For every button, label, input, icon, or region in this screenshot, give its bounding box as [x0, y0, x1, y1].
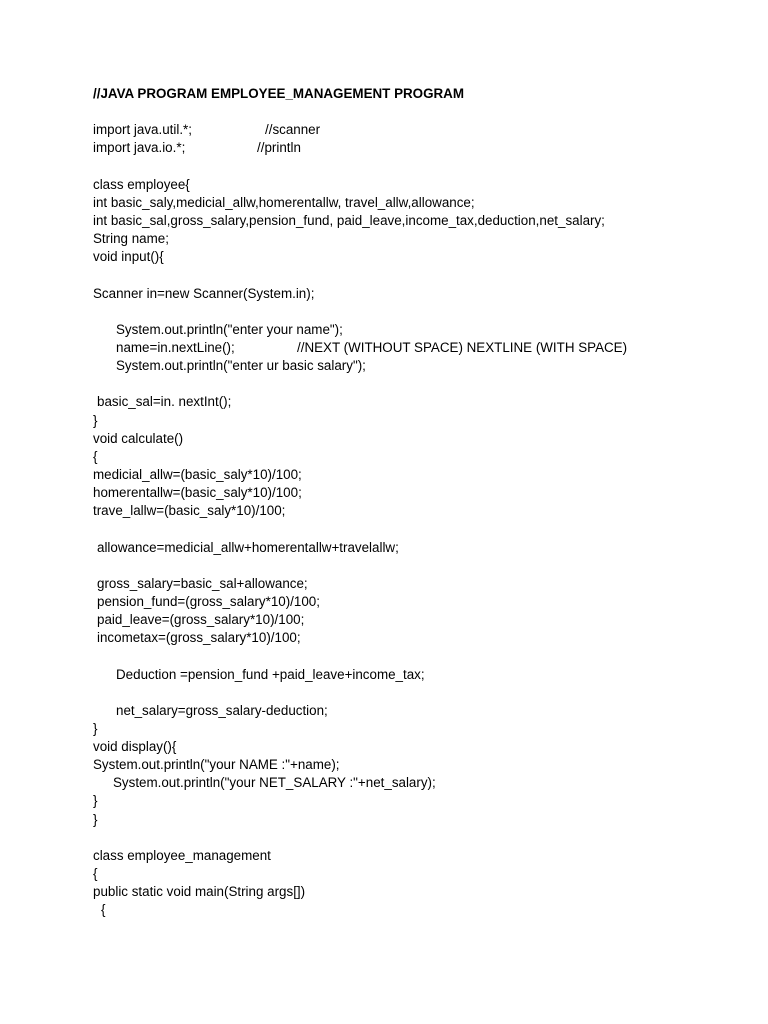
code-line: [93, 321, 753, 339]
code-line: [93, 466, 753, 484]
code-line: [93, 484, 753, 502]
code-text: int basic_sal,gross_salary,pension_fund, paid_leave,income_tax,deduction,net_salary;: [93, 212, 605, 228]
code-line: [93, 847, 753, 865]
code-line: [93, 611, 753, 629]
code-line: [93, 702, 753, 720]
code-line: [93, 121, 753, 139]
code-line: [93, 412, 753, 430]
code-text: import java.io.*;: [93, 140, 186, 156]
code-line: [93, 176, 753, 194]
code-text: }: [93, 720, 98, 736]
code-comment: //println: [257, 140, 301, 156]
code-line: [93, 502, 753, 520]
code-text: System.out.println("your NET_SALARY :"+net_salary);: [113, 775, 436, 791]
code-line: [93, 720, 753, 738]
code-text: {: [93, 866, 98, 882]
code-text: Deduction =pension_fund +paid_leave+income_tax;: [116, 666, 425, 682]
code-line: [93, 139, 753, 157]
code-text: {: [101, 902, 106, 918]
blank-line: [93, 684, 753, 702]
code-text: name=in.nextLine();: [116, 339, 235, 355]
document-title: [93, 85, 753, 103]
code-text: paid_leave=(gross_salary*10)/100;: [97, 612, 305, 628]
code-text: System.out.println("enter ur basic salary");: [116, 358, 366, 374]
code-text: import java.util.*;: [93, 122, 192, 138]
code-text: basic_sal=in. nextInt();: [97, 394, 232, 410]
code-text: }: [93, 811, 98, 827]
code-text: homerentallw=(basic_saly*10)/100;: [93, 485, 302, 501]
blank-line: [93, 557, 753, 575]
code-text: class employee_management: [93, 847, 271, 863]
code-text: void input(){: [93, 249, 164, 265]
code-line: [93, 865, 753, 883]
code-line: [93, 539, 753, 557]
code-line: [93, 738, 753, 756]
blank-line: [93, 103, 753, 121]
code-text: void calculate(): [93, 430, 184, 446]
code-text: medicial_allw=(basic_saly*10)/100;: [93, 466, 302, 482]
code-line: [93, 285, 753, 303]
code-line: [93, 666, 753, 684]
code-line: [93, 593, 753, 611]
code-text: void display(){: [93, 739, 177, 755]
code-line: [93, 248, 753, 266]
code-text: int basic_saly,medicial_allw,homerentallw, travel_allw,allowance;: [93, 194, 475, 210]
code-text: {: [93, 448, 98, 464]
code-text: public static void main(String args[]): [93, 884, 306, 900]
code-listing: [93, 85, 753, 919]
blank-line: [93, 303, 753, 321]
code-text: String name;: [93, 231, 169, 247]
code-text: System.out.println("enter your name");: [116, 321, 343, 337]
code-text: gross_salary=basic_sal+allowance;: [97, 575, 308, 591]
code-text: incometax=(gross_salary*10)/100;: [97, 630, 301, 646]
code-line: [93, 339, 753, 357]
code-text: class employee{: [93, 176, 190, 192]
code-comment: //NEXT (WITHOUT SPACE) NEXTLINE (WITH SPACE): [297, 339, 628, 355]
code-line: [93, 357, 753, 375]
code-line: [93, 230, 753, 248]
blank-line: [93, 647, 753, 665]
code-line: [93, 901, 753, 919]
blank-line: [93, 266, 753, 284]
blank-line: [93, 375, 753, 393]
code-line: [93, 575, 753, 593]
code-line: [93, 393, 753, 411]
code-text: //JAVA PROGRAM EMPLOYEE_MANAGEMENT PROGRAM: [93, 86, 464, 101]
code-text: }: [93, 412, 98, 428]
code-text: net_salary=gross_salary-deduction;: [116, 702, 328, 718]
code-line: [93, 756, 753, 774]
code-line: [93, 194, 753, 212]
code-text: Scanner in=new Scanner(System.in);: [93, 285, 315, 301]
blank-line: [93, 158, 753, 176]
code-text: allowance=medicial_allw+homerentallw+travelallw;: [97, 539, 399, 555]
code-line: [93, 774, 753, 792]
blank-line: [93, 520, 753, 538]
code-line: [93, 792, 753, 810]
blank-line: [93, 829, 753, 847]
code-line: [93, 430, 753, 448]
code-comment: //scanner: [265, 122, 321, 138]
code-text: }: [93, 793, 98, 809]
code-line: [93, 212, 753, 230]
code-line: [93, 811, 753, 829]
code-line: [93, 448, 753, 466]
code-text: System.out.println("your NAME :"+name);: [93, 757, 340, 773]
code-line: [93, 629, 753, 647]
code-text: trave_lallw=(basic_saly*10)/100;: [93, 503, 286, 519]
code-line: [93, 883, 753, 901]
code-text: pension_fund=(gross_salary*10)/100;: [97, 593, 320, 609]
